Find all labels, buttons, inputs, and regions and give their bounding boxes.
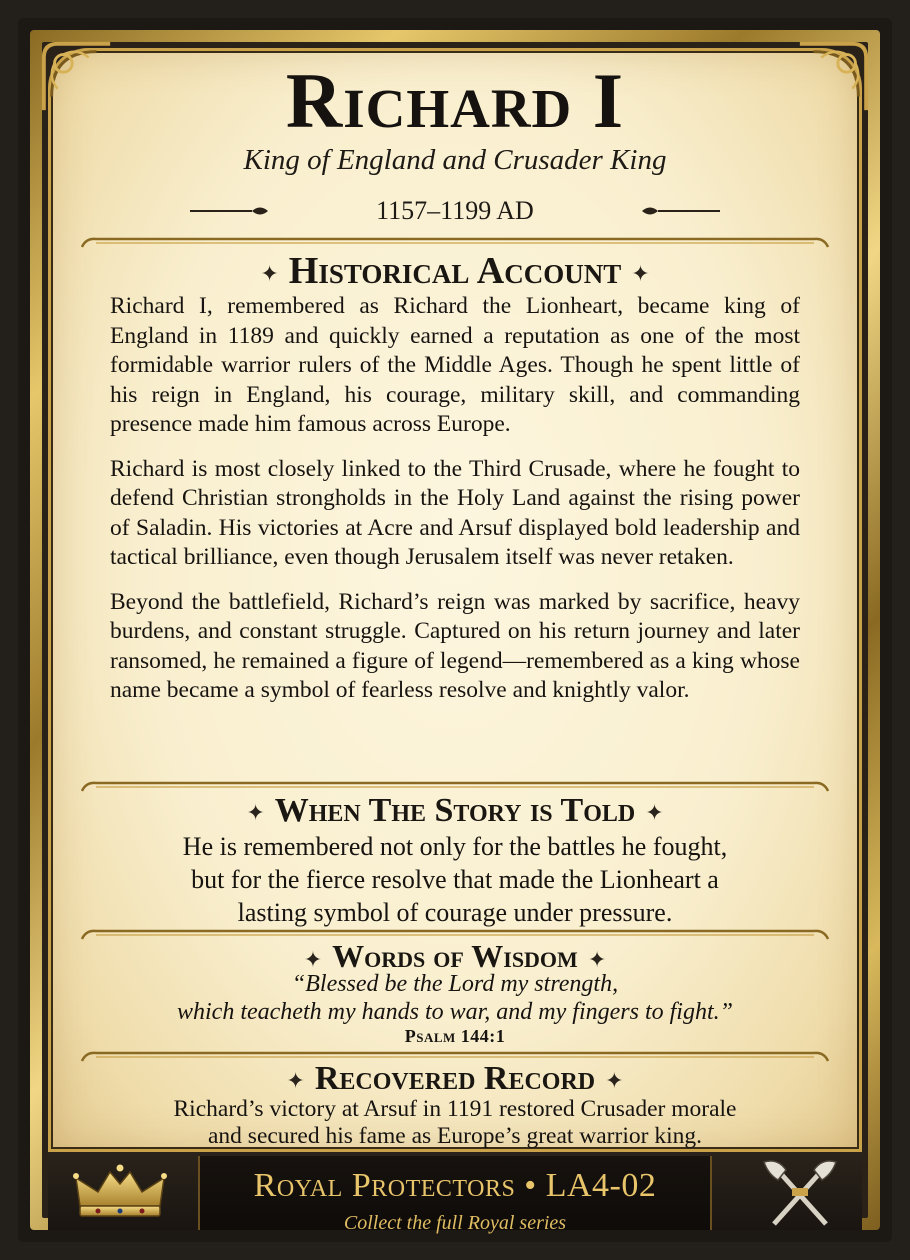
star-icon: ✦ [645,800,664,826]
record-heading [0,1062,910,1096]
wisdom-citation: Psalm 144:1 [404,1026,506,1046]
quote-line: which teacheth my hands to war, and my fingers to fight.” [177,999,733,1025]
paragraph: Richard is most closely linked to the Third Crusade, where he fought to defend Christian strongholds in the Holy Land against the rising power of Saladin. His victories at Acre and Arsuf displayed bold leadership and tactical brilliance, even though Jerusalem itself was never retaken. [110,455,800,570]
record-line: Richard’s victory at Arsuf in 1191 restored Crusader morale [173,1096,737,1122]
record-body [80,1096,830,1150]
wisdom-quote [80,970,830,1026]
star-icon: ✦ [286,1068,305,1094]
paragraph: Beyond the battlefield, Richard’s reign was marked by sacrifice, heavy burdens, and constant struggle. Captured on his return journey and later ransomed, he remained a figure of legend—remembered as a king whose name became a symbol of fearless resolve and knightly valor. [110,588,800,703]
wisdom-heading [0,940,910,972]
divider [80,234,830,248]
star-icon: ✦ [631,261,650,287]
star-icon: ✦ [303,946,323,972]
card-title: Richard I [285,57,625,144]
star-icon: ✦ [246,800,265,826]
dates: 1157–1199 AD [376,196,534,225]
card-subtitle: King of England and Crusader King [243,144,667,176]
star-icon: ✦ [260,261,279,287]
story-line: but for the fierce resolve that made the Lionheart a [191,865,719,894]
star-icon: ✦ [587,946,607,972]
flourish-right-icon [640,203,720,217]
historical-account-heading-text: Historical Account [288,250,622,292]
story-heading [0,794,910,828]
crossed-axes-icon [760,1158,840,1228]
divider [80,778,830,792]
wisdom-heading-text: Words of Wisdom [332,938,578,974]
star-icon: ✦ [605,1068,624,1094]
story-body [80,830,830,929]
story-line: lasting symbol of courage under pressure. [237,898,673,927]
record-line: and secured his fame as Europe’s great warrior king. [208,1123,702,1149]
historical-account-body [110,292,800,721]
series-name: Royal Protectors • LA4-02 [253,1167,657,1204]
record-heading-text: Recovered Record [314,1060,596,1097]
paragraph: Richard I, remembered as Richard the Lionheart, became king of England in 1189 and quickly earned a reputation as one of the most formidable warrior rulers of the Middle Ages. Though he spent little of his reign in England, his courage, military skill, and commanding presence made him famous across Europe. [110,293,800,437]
quote-line: “Blessed be the Lord my strength, [291,971,619,997]
story-line: He is remembered not only for the battles he fought, [182,832,728,861]
story-heading-text: When The Story is Told [274,792,636,829]
collect-note: Collect the full Royal series [343,1212,567,1234]
historical-account-heading [0,252,910,290]
